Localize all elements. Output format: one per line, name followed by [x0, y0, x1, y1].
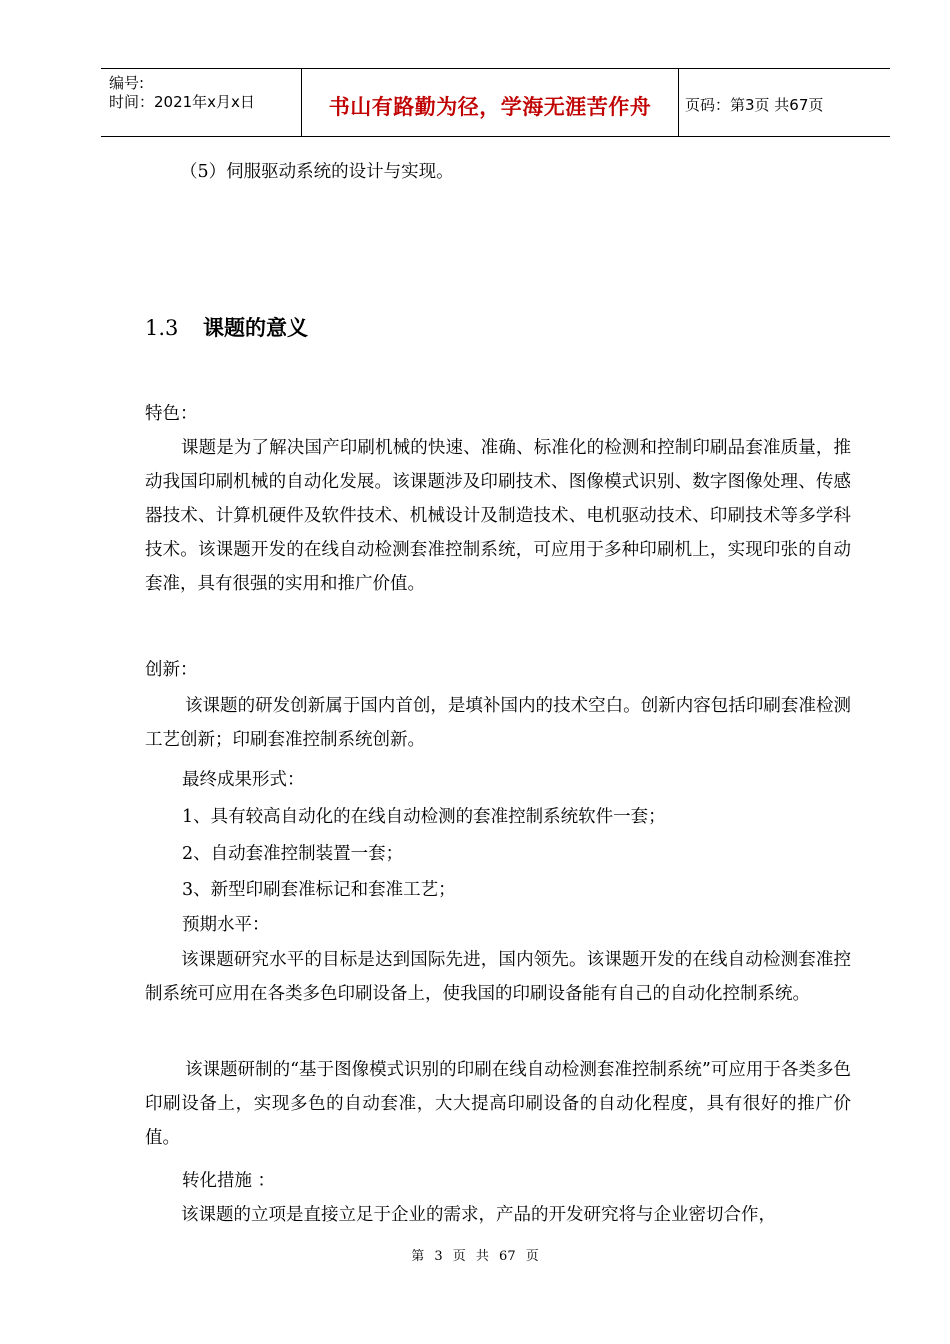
level-label: 预期水平： — [182, 915, 270, 935]
page-footer: 第 3 页 共 67 页 — [411, 1249, 539, 1264]
section-title: 课题的意义 — [203, 316, 308, 340]
features-paragraph: 课题是为了解决国产印刷机械的快速、准确、标准化的检测和控制印刷品套准质量，推动我国印刷机械的自动化发展。该课题涉及印刷技术、图像模式识别、数字图像处理、传感器技术、计算机硬件及软件技术、机械设计及制造技术、电机驱动技术、印刷技术等多学科技术。该课题开发的在线自动检测套准控制系统，可应用于多种印刷机上，实现印张的自动套准，具有很强的实用和推广价值。 — [145, 438, 851, 594]
page-header — [101, 68, 890, 137]
level-paragraph: 该课题研究水平的目标是达到国际先进，国内领先。该课题开发的在线自动检测套准控制系统可应用在各类多色印刷设备上，使我国的印刷设备能有自己的自动化控制系统。 — [145, 950, 851, 1004]
result-item-1: 1、具有较高自动化的在线自动检测的套准控制系统软件一套； — [182, 807, 666, 827]
header-page-cell — [678, 69, 890, 136]
header-motto-cell — [301, 69, 679, 136]
header-meta-cell — [101, 69, 301, 136]
header-page-info: 页码：第3页 共67页 — [685, 96, 824, 114]
section-heading — [145, 312, 308, 342]
apply-paragraph: 该课题研制的“基于图像模式识别的印刷在线自动检测套准控制系统”可应用于各类多色印刷设备上，实现多色的自动套准，大大提高印刷设备的自动化程度，具有很好的推广价值。 — [145, 1060, 851, 1148]
result-item-2: 2、自动套准控制装置一套； — [182, 844, 404, 864]
results-label: 最终成果形式： — [182, 770, 305, 790]
time-label: 时间：2021年x月x日 — [109, 93, 255, 111]
result-item-3: 3、新型印刷套准标记和套准工艺； — [182, 880, 456, 900]
header-motto: 书山有路勤为径，学海无涯苦作舟 — [328, 95, 652, 119]
doc-number-label: 编号: — [109, 74, 145, 92]
innovation-label: 创新： — [145, 660, 198, 680]
section-number: 1.3 — [145, 316, 179, 340]
list-item-5: （5）伺服驱动系统的设计与实现。 — [180, 162, 454, 182]
innovation-paragraph: 该课题的研发创新属于国内首创，是填补国内的技术空白。创新内容包括印刷套准检测工艺创新；印刷套准控制系统创新。 — [145, 696, 851, 750]
transform-label: 转化措施 ： — [182, 1171, 276, 1191]
transform-paragraph: 该课题的立项是直接立足于企业的需求，产品的开发研究将与企业密切合作， — [181, 1205, 776, 1225]
features-label: 特色： — [145, 404, 198, 424]
